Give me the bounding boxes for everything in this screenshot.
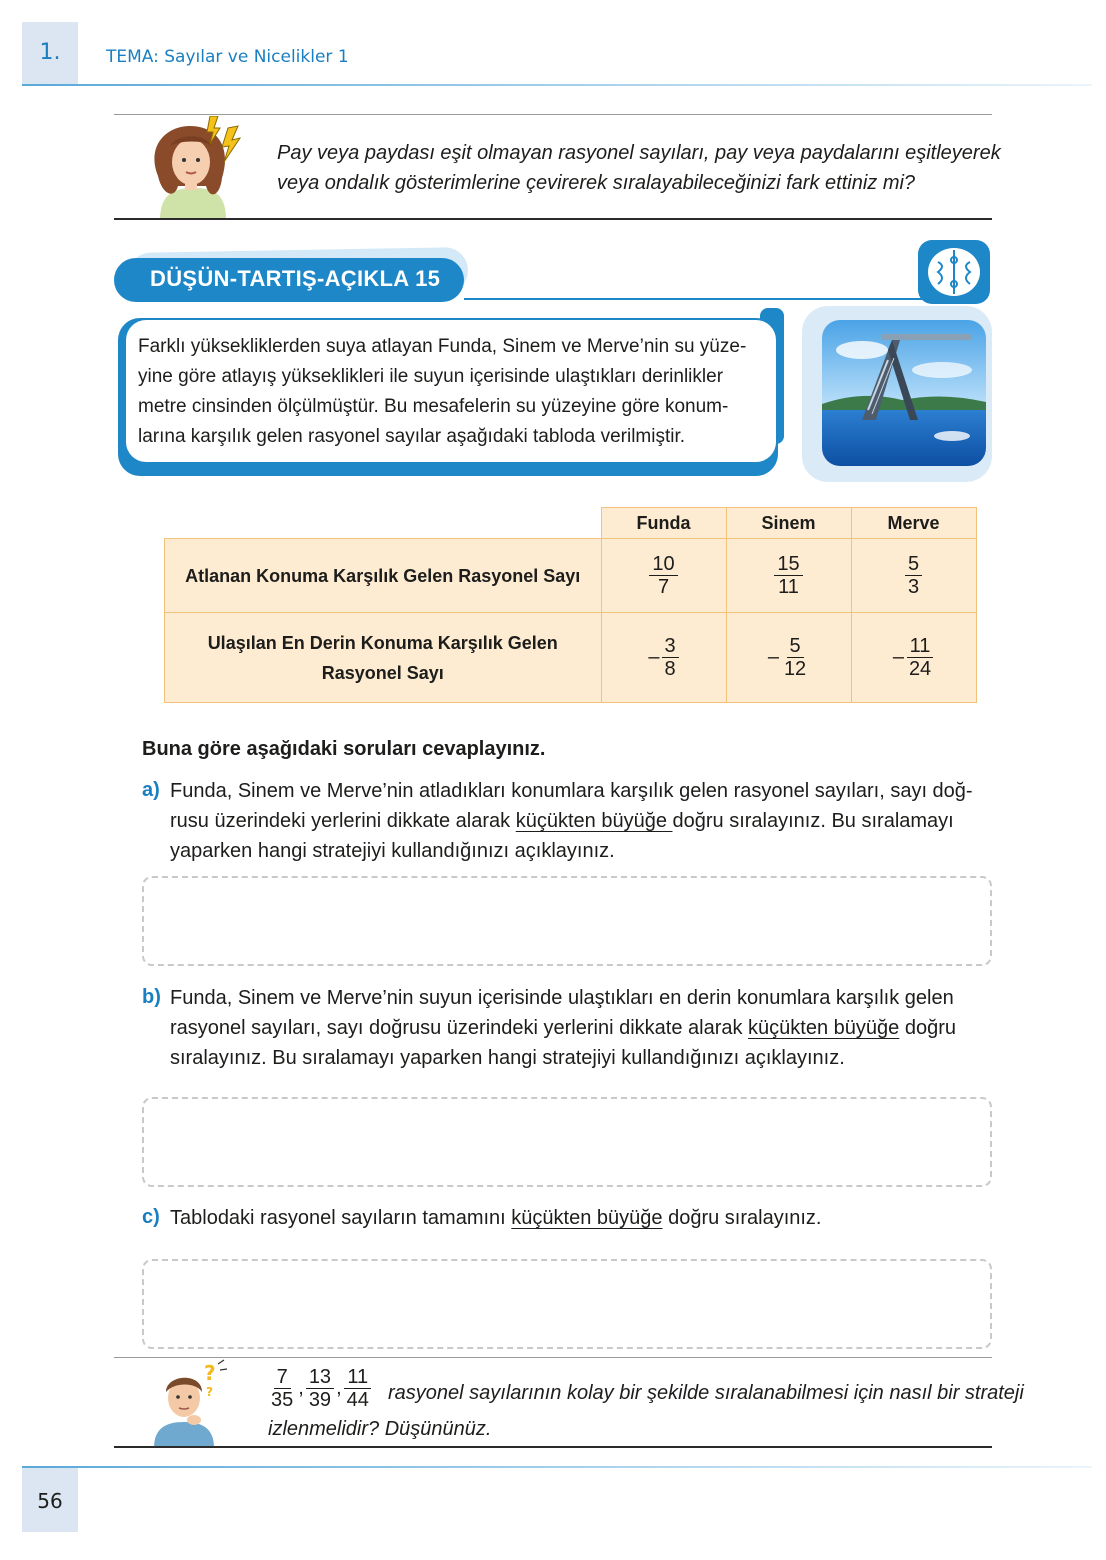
story-line1: Farklı yüksekliklerden suya atlayan Funda, Sinem ve Merve’nin su yüze- xyxy=(138,336,747,357)
note-bottom-rule xyxy=(114,218,992,220)
row-label-depth xyxy=(165,613,602,703)
footer-divider xyxy=(22,1466,1092,1468)
cell-merve-jump xyxy=(851,539,976,613)
text-span: doğru sıralayınız. xyxy=(662,1207,822,1229)
comma: , xyxy=(298,1377,304,1399)
numerator: 5 xyxy=(787,635,804,658)
note-top-rule xyxy=(114,114,992,115)
svg-text:?: ? xyxy=(204,1361,216,1385)
question-b-line2 xyxy=(170,1013,992,1043)
denominator: 11 xyxy=(778,576,799,598)
text-span: rasyonel sayıları, sayı doğrusu üzerindeki yerlerini dikkate alarak xyxy=(170,1017,749,1039)
question-b-text xyxy=(170,983,992,1073)
intro-note-line1: Pay veya paydası eşit olmayan rasyonel sayıları, pay veya paydalarını eşitleyerek xyxy=(277,142,1001,164)
brain-icon xyxy=(918,240,990,304)
answer-box-b[interactable] xyxy=(142,1097,992,1187)
page-number: 56 xyxy=(37,1489,63,1513)
underlined-phrase: küçükten büyüğe xyxy=(748,1017,900,1039)
lightning-icon xyxy=(204,116,244,166)
numerator: 7 xyxy=(274,1366,291,1389)
text-span: doğru xyxy=(899,1017,956,1039)
cell-funda-jump xyxy=(601,539,726,613)
numerator: 3 xyxy=(662,635,679,658)
fraction xyxy=(906,635,934,680)
cell-merve-depth xyxy=(851,613,976,703)
story-line2: yine göre atlayış yükseklikleri ile suyun içerisinde ulaştıkları derinlikler xyxy=(138,366,724,387)
numerator: 10 xyxy=(649,553,677,576)
fraction xyxy=(649,553,677,598)
section-title: DÜŞÜN-TARTIŞ-AÇIKLA 15 xyxy=(150,266,441,291)
denominator: 39 xyxy=(308,1389,332,1411)
denominator: 24 xyxy=(908,658,932,680)
col-header-sinem: Sinem xyxy=(726,508,851,539)
numerator: 11 xyxy=(907,635,934,658)
footer-note-text1: rasyonel sayılarının kolay bir şekilde sıralanabilmesi için nasıl bir strateji xyxy=(388,1382,1024,1404)
minus-sign: – xyxy=(767,646,779,668)
minus-sign: – xyxy=(648,646,660,668)
cell-sinem-jump xyxy=(726,539,851,613)
fraction xyxy=(774,553,802,598)
question-b-label: b) xyxy=(142,986,161,1008)
question-a-label: a) xyxy=(142,779,160,801)
question-b-line1: Funda, Sinem ve Merve’nin suyun içerisinde ulaştıkları en derin konumlara karşılık gelen xyxy=(170,987,954,1009)
fraction xyxy=(268,1366,296,1411)
question-mark-icon xyxy=(200,1358,230,1398)
comma: , xyxy=(336,1377,342,1399)
question-b-line3: sıralayınız. Bu sıralamayı yaparken hangi stratejiyi kullandığınızı açıklayınız. xyxy=(170,1047,845,1069)
denominator: 3 xyxy=(907,576,920,598)
col-header-funda: Funda xyxy=(601,508,726,539)
banner-line xyxy=(464,298,924,300)
numerator: 13 xyxy=(306,1366,334,1389)
question-c-label: c) xyxy=(142,1206,160,1228)
cell-funda-depth xyxy=(601,613,726,703)
fraction xyxy=(306,1366,334,1411)
fraction xyxy=(344,1366,372,1411)
text-span: rusu üzerindeki yerlerini dikkate alarak xyxy=(170,810,516,832)
row-label-depth-line2: Rasyonel Sayı xyxy=(321,662,444,683)
underlined-phrase: küçükten büyüğe xyxy=(511,1207,663,1229)
row-label-depth-line1: Ulaşılan En Derin Konuma Karşılık Gelen xyxy=(207,632,558,653)
theme-title: TEMA: Sayılar ve Nicelikler 1 xyxy=(106,47,349,67)
denominator: 8 xyxy=(664,658,676,680)
diving-tower-photo xyxy=(822,320,986,466)
question-a-line1: Funda, Sinem ve Merve’nin atladıkları konumlara karşılık gelen rasyonel sayıları, sayı doğ- xyxy=(170,780,973,802)
answer-box-a[interactable] xyxy=(142,876,992,966)
minus-sign: – xyxy=(892,646,904,668)
story-text xyxy=(138,332,766,452)
denominator: 12 xyxy=(783,658,807,680)
numerator: 15 xyxy=(774,553,802,576)
header-divider xyxy=(22,84,1092,86)
story-line4: larına karşılık gelen rasyonel sayılar aşağıdaki tabloda verilmiştir. xyxy=(138,426,686,447)
underlined-phrase: küçükten büyüğe xyxy=(515,810,673,832)
numerator: 11 xyxy=(344,1366,371,1389)
fraction xyxy=(781,635,809,680)
fraction xyxy=(662,635,679,680)
denominator: 7 xyxy=(657,576,670,598)
answer-box-c[interactable] xyxy=(142,1259,992,1349)
numerator: 5 xyxy=(905,553,922,576)
denominator: 44 xyxy=(346,1389,369,1411)
intro-note-line2: veya ondalık gösterimlerine çevirerek sıralayabileceğinizi fark ettiniz mi? xyxy=(277,172,916,194)
text-span: doğru sıralayınız. Bu sıralamayı xyxy=(672,810,954,832)
table-corner-blank xyxy=(165,508,602,539)
footer-note-text2: izlenmelidir? Düşününüz. xyxy=(268,1418,492,1440)
question-a-line3: yaparken hangi stratejiyi kullandığınızı açıklayınız. xyxy=(170,840,615,862)
chapter-number: 1. xyxy=(39,40,61,65)
rational-numbers-table xyxy=(164,507,977,703)
footer-note-top-rule xyxy=(114,1357,992,1358)
fraction xyxy=(905,553,922,598)
question-a-line2 xyxy=(170,806,992,836)
footer-fractions xyxy=(268,1366,372,1411)
footer-note-bottom-rule xyxy=(114,1446,992,1448)
cell-sinem-depth xyxy=(726,613,851,703)
svg-text:?: ? xyxy=(206,1385,213,1398)
row-label-jump: Atlanan Konuma Karşılık Gelen Rasyonel Sayı xyxy=(165,539,602,613)
col-header-merve: Merve xyxy=(851,508,976,539)
questions-prompt: Buna göre aşağıdaki soruları cevaplayınız. xyxy=(142,738,546,760)
denominator: 35 xyxy=(271,1389,294,1411)
story-line3: metre cinsinden ölçülmüştür. Bu mesafelerin su yüzeyine göre konum- xyxy=(138,396,729,417)
text-span: Tablodaki rasyonel sayıların tamamını xyxy=(170,1207,512,1229)
question-a-text xyxy=(170,776,992,866)
question-c-text xyxy=(170,1203,992,1233)
